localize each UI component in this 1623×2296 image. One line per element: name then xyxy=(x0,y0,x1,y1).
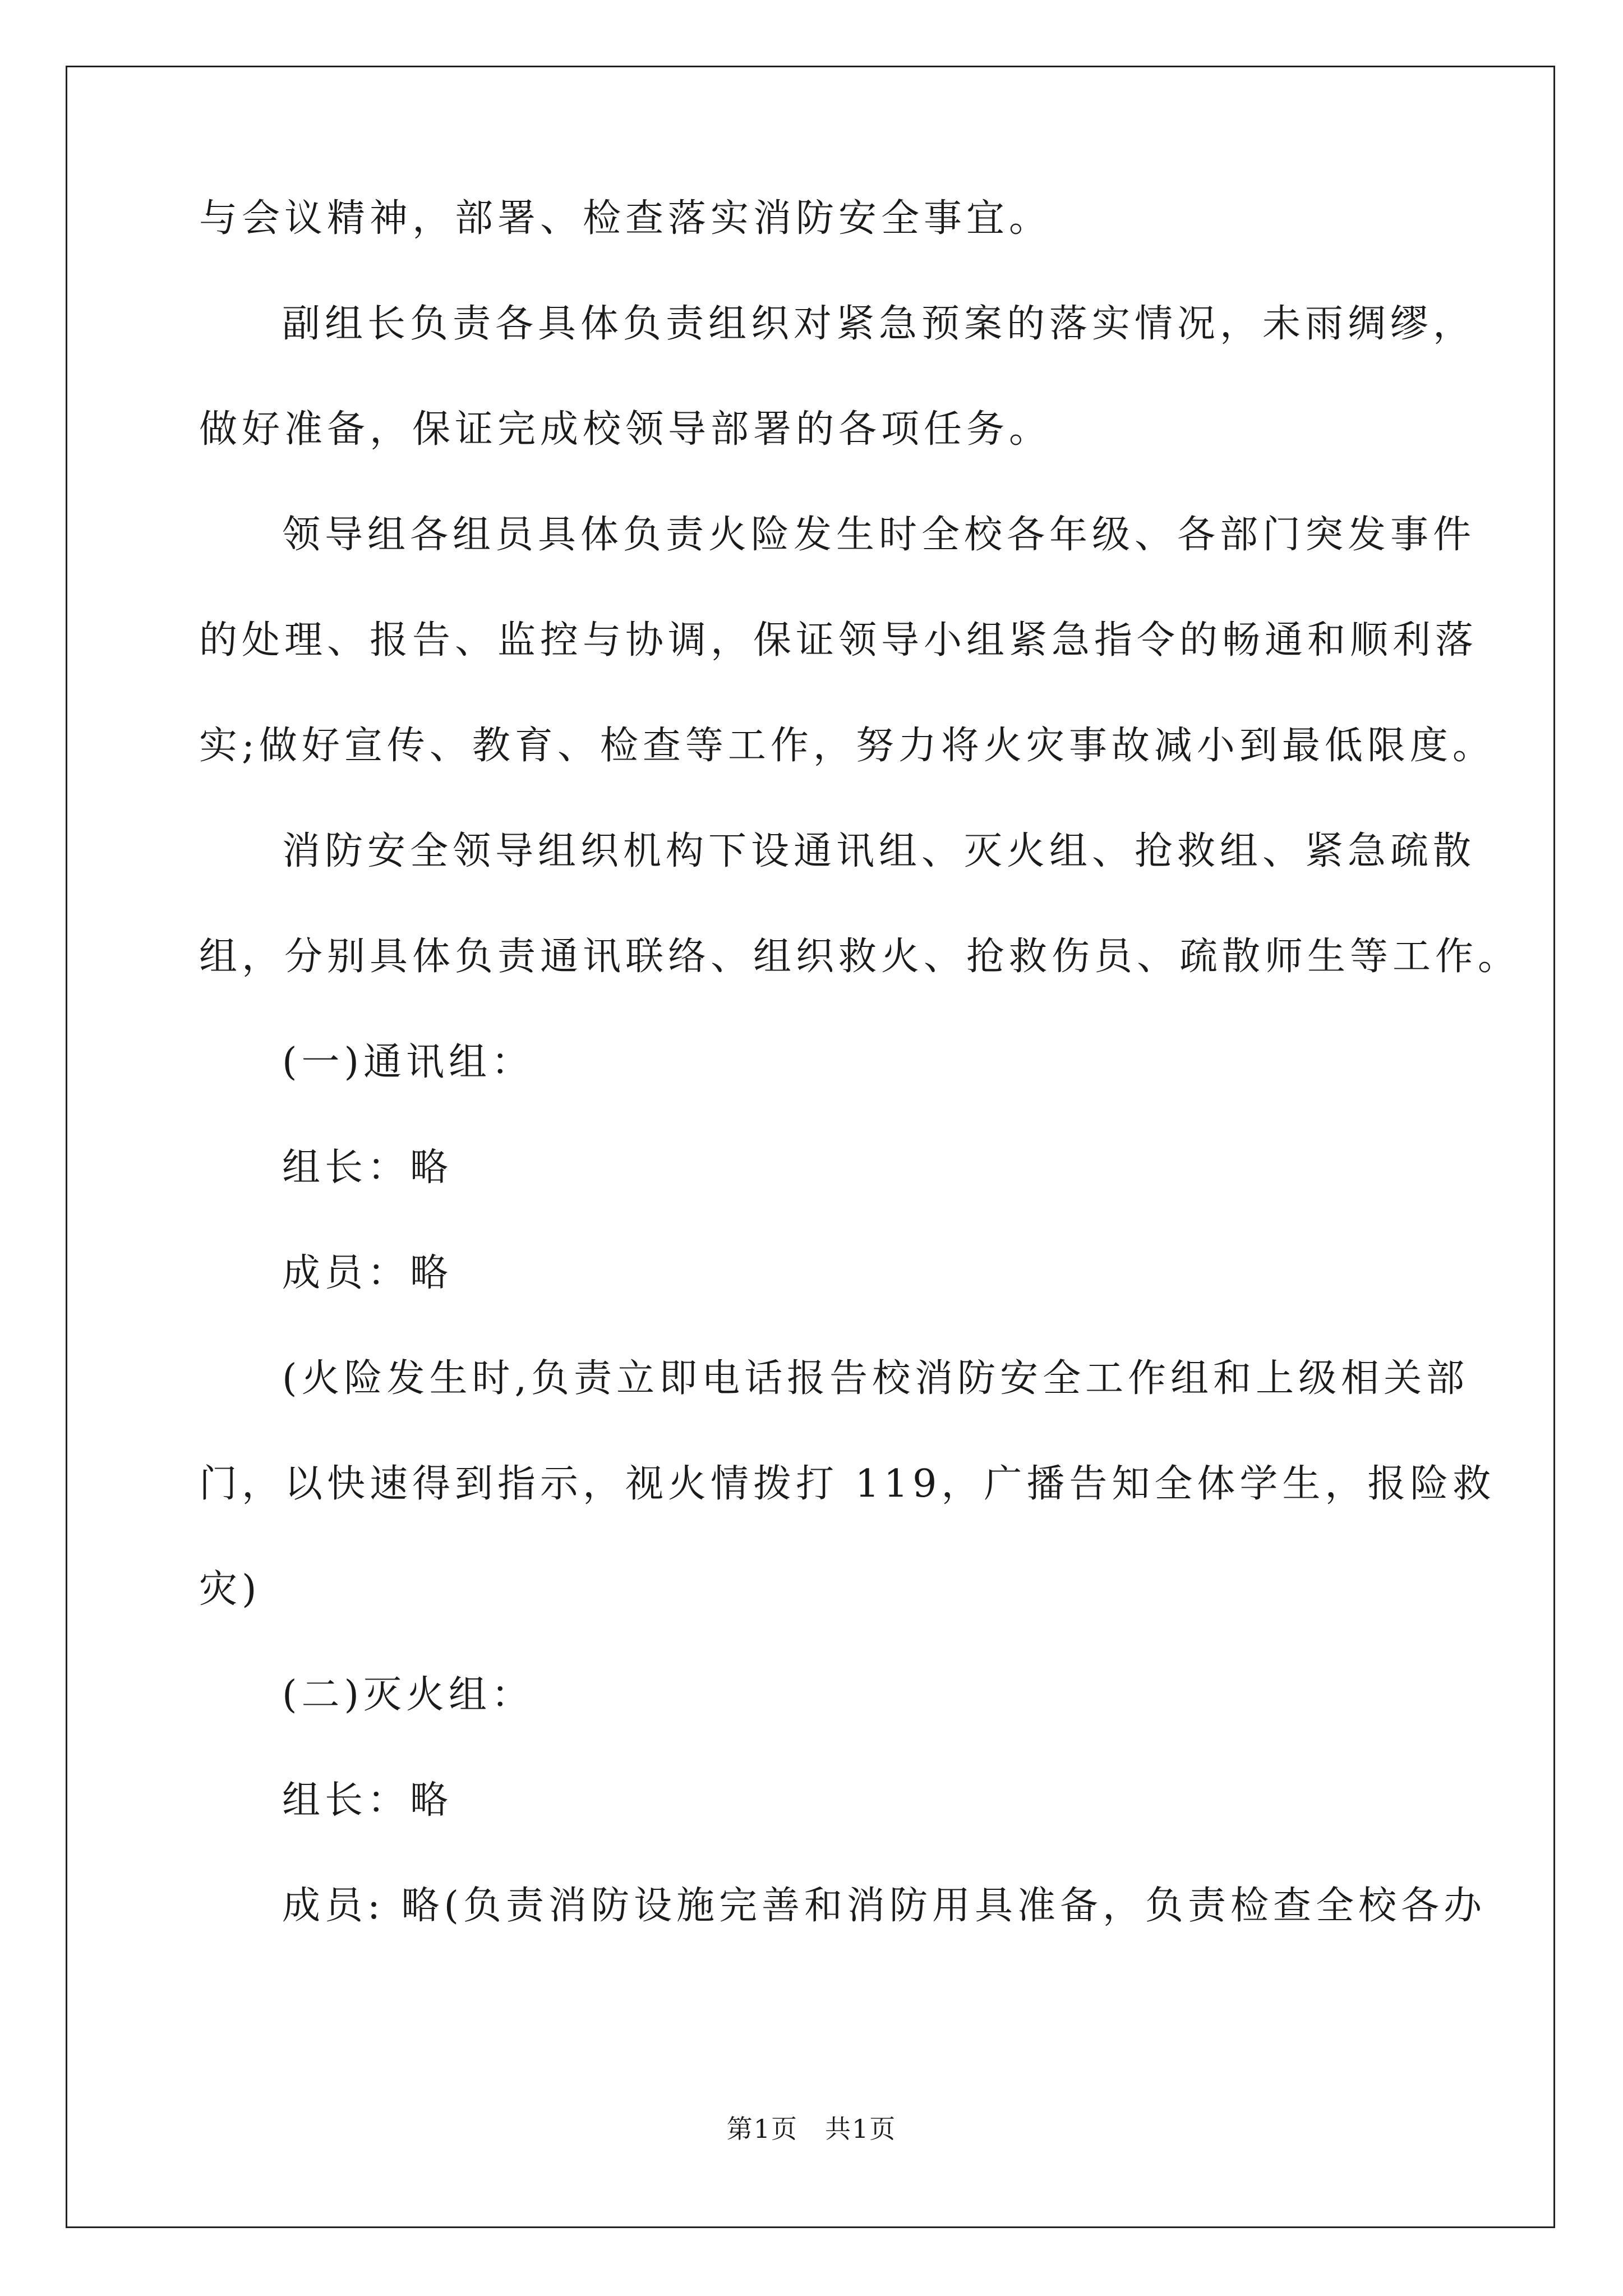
group-members-line: 成员: 略(负责消防设施完善和消防用具准备，负责检查全校各办 xyxy=(282,1884,1487,1928)
paragraph-start-line: (火险发生时,负责立即电话报告校消防安全工作组和上级相关部 xyxy=(282,1356,1469,1401)
section-heading: (一)通讯组： xyxy=(282,1040,534,1084)
text-line: 做好准备，保证完成校领导部署的各项任务。 xyxy=(199,407,1052,452)
paragraph-start-line: 副组长负责各具体负责组织对紧急预案的落实情况，未雨绸缪， xyxy=(282,302,1476,346)
text-line: 实;做好宣传、教育、检查等工作，努力将火灾事故减小到最低限度。 xyxy=(199,724,1495,768)
text-line: 与会议精神，部署、检查落实消防安全事宜。 xyxy=(199,196,1052,241)
text-line: 灾) xyxy=(199,1567,261,1612)
paragraph-start-line: 领导组各组员具体负责火险发生时全校各年级、各部门突发事件 xyxy=(282,513,1476,557)
paragraph-start-line: 消防安全领导组织机构下设通讯组、灭火组、抢救组、紧急疏散 xyxy=(282,829,1476,873)
group-members-line: 成员：略 xyxy=(282,1251,453,1295)
group-leader-line: 组长：略 xyxy=(282,1778,453,1823)
group-leader-line: 组长：略 xyxy=(282,1145,453,1190)
text-line: 的处理、报告、监控与协调，保证领导小组紧急指令的畅通和顺利落 xyxy=(199,618,1478,662)
page-number-footer: 第1页 共1页 xyxy=(726,2114,897,2144)
section-heading: (二)灭火组： xyxy=(282,1673,534,1717)
text-line: 组，分别具体负责通讯联络、组织救火、抢救伤员、疏散师生等工作。 xyxy=(199,935,1521,979)
text-line: 门，以快速得到指示，视火情拨打 119，广播告知全体学生，报险救 xyxy=(199,1462,1496,1506)
